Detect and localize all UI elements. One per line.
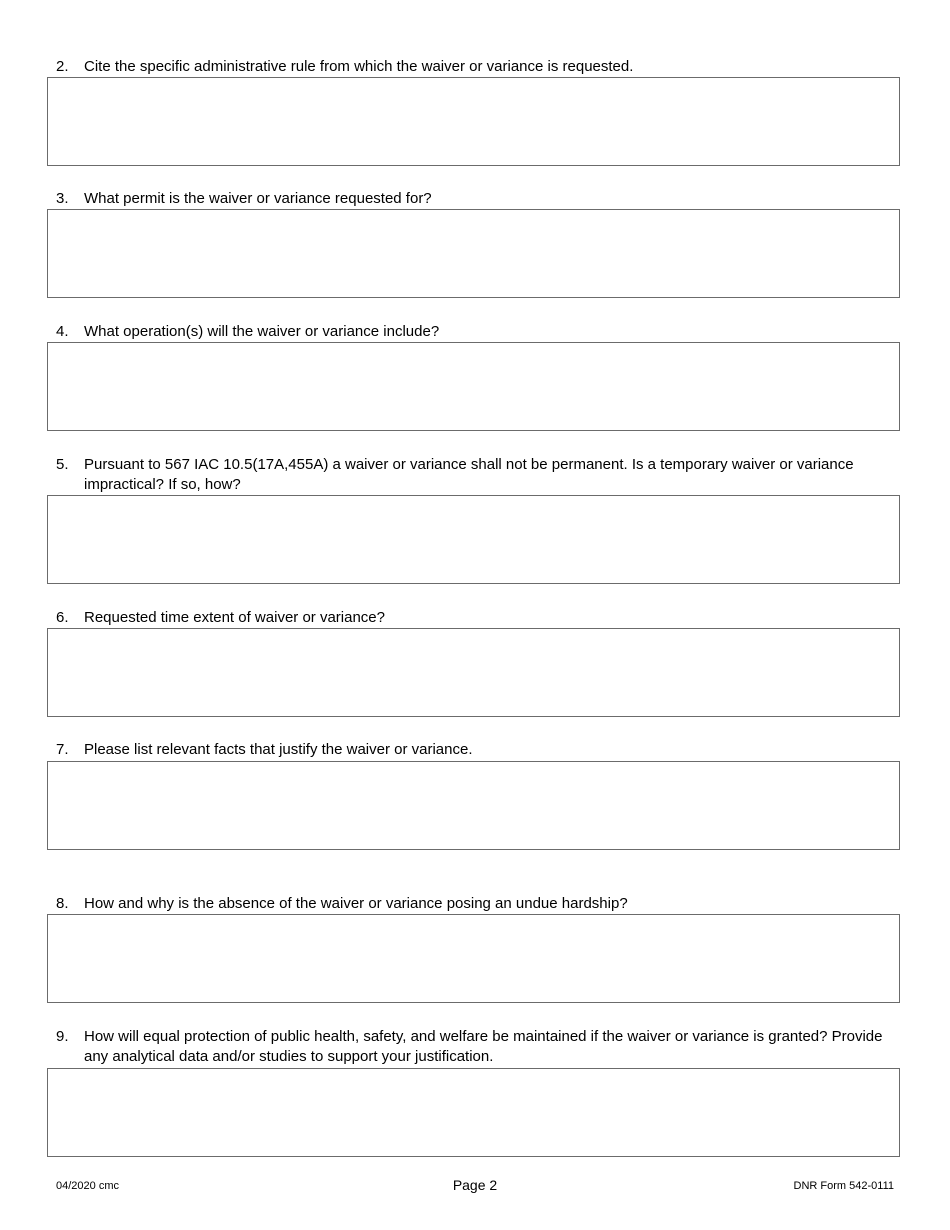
answer-field-7[interactable] <box>47 761 900 850</box>
question-4 <box>56 322 906 342</box>
question-number: 7. <box>56 741 69 758</box>
question-2 <box>56 57 906 77</box>
question-text: Requested time extent of waiver or variance? <box>84 609 385 626</box>
answer-field-4[interactable] <box>47 342 900 431</box>
question-number: 9. <box>56 1028 69 1045</box>
question-number: 2. <box>56 58 69 75</box>
question-9 <box>56 1027 906 1067</box>
answer-field-3[interactable] <box>47 209 900 298</box>
answer-field-6[interactable] <box>47 628 900 717</box>
question-text: How and why is the absence of the waiver or variance posing an undue hardship? <box>84 895 628 912</box>
answer-field-2[interactable] <box>47 77 900 166</box>
question-8 <box>56 894 906 914</box>
question-5 <box>56 455 906 495</box>
question-7 <box>56 740 906 760</box>
question-text: What permit is the waiver or variance requested for? <box>84 190 432 207</box>
question-3 <box>56 189 906 209</box>
question-text: Cite the specific administrative rule from which the waiver or variance is requested. <box>84 58 634 75</box>
question-number: 4. <box>56 323 69 340</box>
question-text: What operation(s) will the waiver or variance include? <box>84 323 440 340</box>
question-text: Pursuant to 567 IAC 10.5(17A,455A) a waiver or variance shall not be permanent. Is a temporary waiver or variance impractical? If so, how? <box>84 456 854 493</box>
footer-revision: 04/2020 cmc <box>56 1180 119 1192</box>
question-number: 6. <box>56 609 69 626</box>
question-number: 3. <box>56 190 69 207</box>
answer-field-9[interactable] <box>47 1068 900 1157</box>
footer-form-number: DNR Form 542-0111 <box>793 1180 894 1192</box>
answer-field-8[interactable] <box>47 914 900 1003</box>
question-text: Please list relevant facts that justify the waiver or variance. <box>84 741 473 758</box>
question-text: How will equal protection of public health, safety, and welfare be maintained if the waiver or variance is granted? Provide any analytical data and/or studies to support your justification. <box>84 1028 883 1065</box>
answer-field-5[interactable] <box>47 495 900 584</box>
question-6 <box>56 608 906 628</box>
question-number: 5. <box>56 456 69 473</box>
footer-page-number: Page 2 <box>452 1177 498 1193</box>
question-number: 8. <box>56 895 69 912</box>
